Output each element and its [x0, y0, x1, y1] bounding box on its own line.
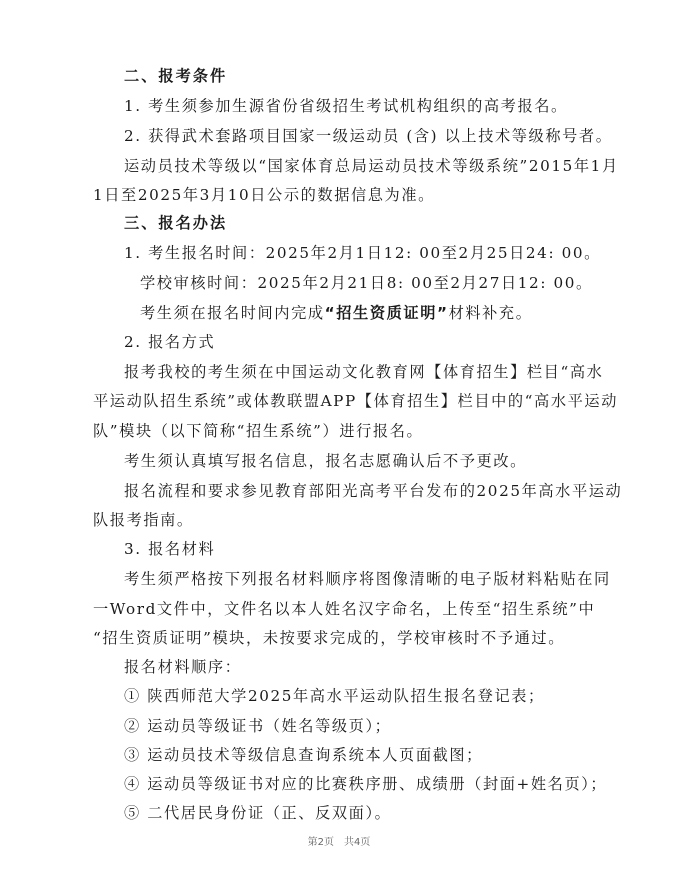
materials-p1-line-1: 考生须严格按下列报名材料顺序将图像清晰的电子版材料粘贴在同: [124, 570, 611, 588]
condition-item-1: 1. 考生须参加生源省份省级招生考试机构组织的高考报名。: [124, 97, 568, 115]
condition-item-2: 2. 获得武术套路项目国家一级运动员 (含) 以上技术等级称号者。: [124, 127, 613, 145]
materials-item-3: ③ 运动员技术等级信息查询系统本人页面截图；: [124, 746, 483, 764]
method-p1-line-2: 平运动队招生系统”或体教联盟APP【体育招生】栏目中的“高水平运动: [93, 392, 618, 410]
materials-item-2: ② 运动员等级证书（姓名等级页）；: [124, 717, 392, 735]
condition-note-line-1: 运动员技术等级以“国家体育总局运动员技术等级系统”2015年1月: [124, 157, 619, 175]
materials-p1-line-3: “招生资质证明”模块，未按要求完成的，学校审核时不予通过。: [93, 629, 565, 647]
materials-label: 3. 报名材料: [124, 540, 216, 558]
supplement-pre: 考生须在报名时间内完成: [140, 304, 325, 322]
method-p2: 考生须认真填写报名信息，报名志愿确认后不予更改。: [124, 452, 527, 470]
method-p1-line-3: 队”模块（以下简称“招生系统”）进行报名。: [93, 422, 424, 440]
section-heading-conditions: 二、报考条件: [124, 67, 228, 85]
materials-item-1: ① 陕西师范大学2025年高水平运动队招生报名登记表；: [124, 687, 545, 705]
materials-order-label: 报名材料顺序：: [124, 658, 242, 676]
method-p3-line-2: 队报考指南。: [93, 511, 194, 529]
supplement-post: 材料补充。: [448, 304, 533, 322]
method-label: 2. 报名方式: [124, 333, 216, 351]
materials-item-4: ④ 运动员等级证书对应的比赛秩序册、成绩册（封面+姓名页）；: [124, 775, 608, 793]
supplement-note: [140, 303, 533, 323]
registration-time: 1. 考生报名时间：2025年2月1日12: 00至2月25日24: 00。: [124, 244, 601, 262]
section-heading-method: 三、报名办法: [124, 214, 228, 232]
method-p3-line-1: 报名流程和要求参见教育部阳光高考平台发布的2025年高水平运动: [124, 482, 623, 500]
condition-note-line-2: 1日至2025年3月10日公示的数据信息为准。: [93, 186, 435, 204]
school-review-time: 学校审核时间：2025年2月21日8: 00至2月27日12: 00。: [140, 274, 593, 292]
materials-item-5: ⑤ 二代居民身份证（正、反双面）。: [124, 804, 392, 822]
supplement-bold: “招生资质证明”: [324, 304, 449, 322]
method-p1-line-1: 报考我校的考生须在中国运动文化教育网【体育招生】栏目“高水: [124, 363, 604, 381]
page-footer: 第2页 共4页: [307, 837, 371, 848]
materials-p1-line-2: 一Word文件中，文件名以本人姓名汉字命名，上传至“招生系统”中: [93, 600, 596, 618]
